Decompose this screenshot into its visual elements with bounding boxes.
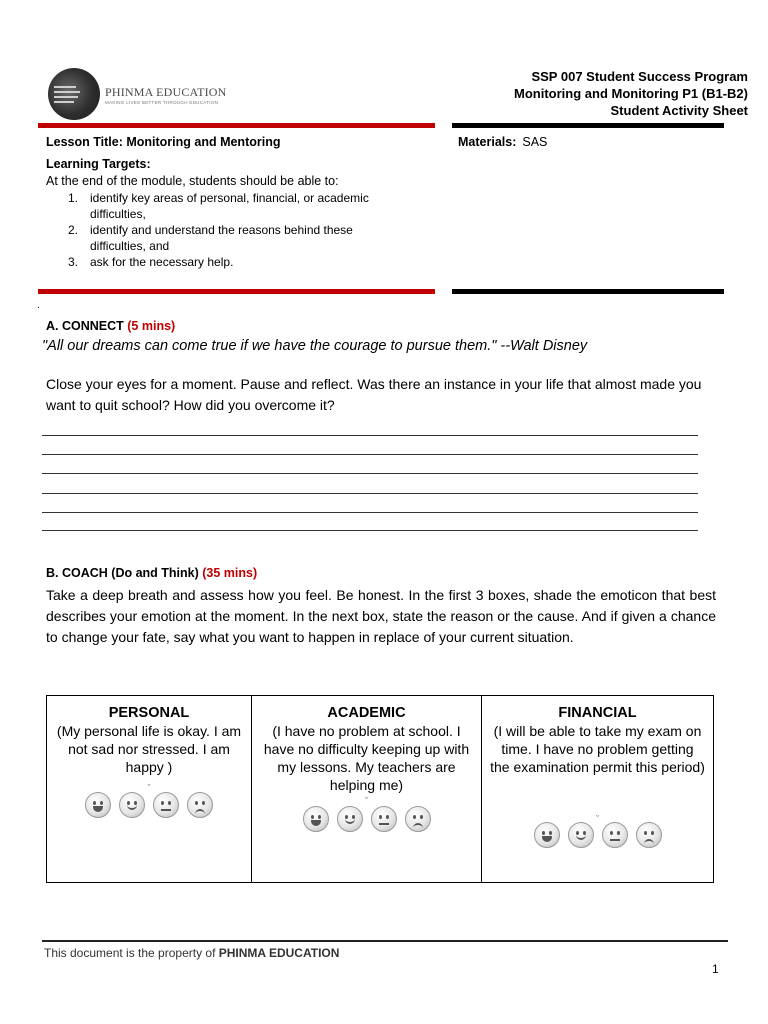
face-mark: ˇ (365, 796, 368, 806)
page-number: 1 (712, 962, 719, 976)
section-b-time: (35 mins) (202, 566, 258, 580)
lesson-title: Lesson Title: Monitoring and Mentoring (46, 135, 281, 149)
footer-org: PHINMA EDUCATION (218, 946, 340, 960)
box-text: (I have no problem at school. I have no difficulty keeping up with my lessons. My teachers are helping me) (263, 723, 470, 793)
face-mark: ˇ (596, 814, 599, 824)
answer-line[interactable] (42, 473, 698, 474)
answer-lines[interactable] (42, 425, 698, 540)
materials (458, 135, 547, 149)
answer-line[interactable] (42, 530, 698, 531)
top-red-rule (38, 123, 435, 128)
neutral-face-icon[interactable] (153, 792, 179, 818)
very-happy-face-icon[interactable] (534, 822, 560, 848)
very-happy-face-icon[interactable] (85, 792, 111, 818)
emotion-table (46, 695, 714, 883)
emoticon-row (482, 822, 713, 848)
answer-line[interactable] (42, 454, 698, 455)
footer-rule (42, 940, 728, 942)
happy-face-icon[interactable] (568, 822, 594, 848)
box-title: FINANCIAL (558, 705, 637, 721)
section-b-heading: B. COACH (Do and Think) (35 mins) (46, 566, 258, 580)
bottom-red-rule (38, 289, 435, 294)
sheet-type: Student Activity Sheet (610, 103, 748, 118)
stray-mark: . (37, 300, 40, 311)
answer-line[interactable] (42, 493, 698, 494)
logo-name: PHINMA EDUCATION (105, 85, 227, 99)
logo-tagline: MAKING LIVES BETTER THROUGH EDUCATION (105, 100, 219, 105)
sad-face-icon[interactable] (187, 792, 213, 818)
section-a-heading: A. CONNECT (5 mins) (46, 319, 176, 333)
financial-box (481, 696, 713, 882)
emoticon-row (47, 792, 251, 818)
face-mark: ˇ (147, 783, 151, 793)
sad-face-icon[interactable] (405, 806, 431, 832)
box-title: ACADEMIC (327, 705, 406, 721)
section-b-instructions: Take a deep breath and assess how you feel. Be honest. In the first 3 boxes, shade the emoticon that best describes your emotion at the moment. In the next box, state the reason or the cause. And if given a chance to change your fate, say what you want to happen in replace of your current situation. (46, 587, 716, 645)
box-text: (My personal life is okay. I am not sad nor stressed. I am happy ) (56, 723, 242, 775)
top-black-rule (452, 123, 724, 128)
answer-line[interactable] (42, 435, 698, 436)
academic-box (251, 696, 481, 882)
emoticon-row (252, 806, 481, 832)
very-happy-face-icon[interactable] (303, 806, 329, 832)
bottom-black-rule (452, 289, 724, 294)
section-a-time: (5 mins) (127, 319, 176, 333)
footer-note: This document is the property of PHINMA EDUCATION (44, 946, 340, 960)
neutral-face-icon[interactable] (371, 806, 397, 832)
logo-emblem-icon (48, 68, 100, 120)
module-title: Monitoring and Monitoring P1 (B1-B2) (514, 86, 748, 101)
neutral-face-icon[interactable] (602, 822, 628, 848)
reflection-question: Close your eyes for a moment. Pause and reflect. Was there an instance in your life that almost made you want to quit school? How did you overcome it? (46, 376, 702, 413)
list-item: 3. ask for the necessary help. (68, 255, 234, 269)
learning-targets-heading: Learning Targets: (46, 157, 151, 171)
document-header (514, 68, 748, 119)
happy-face-icon[interactable] (337, 806, 363, 832)
list-item: 2. identify and understand the reasons behind these difficulties, and (68, 223, 353, 253)
learning-targets-list (46, 191, 406, 272)
quote: "All our dreams can come true if we have the courage to pursue them." --Walt Disney (42, 338, 588, 354)
happy-face-icon[interactable] (119, 792, 145, 818)
list-item: 1. identify key areas of personal, financial, or academic difficulties, (68, 191, 369, 221)
course-title: SSP 007 Student Success Program (531, 69, 748, 84)
box-text: (I will be able to take my exam on time. I have no problem getting the examination permit this period) (490, 723, 705, 775)
materials-value: SAS (522, 135, 548, 149)
materials-label: Materials: (458, 135, 517, 149)
phinma-logo (48, 68, 228, 124)
box-title: PERSONAL (108, 705, 190, 721)
personal-box (47, 696, 251, 882)
answer-line[interactable] (42, 512, 698, 513)
learning-targets-intro: At the end of the module, students should be able to: (46, 174, 339, 188)
sad-face-icon[interactable] (636, 822, 662, 848)
